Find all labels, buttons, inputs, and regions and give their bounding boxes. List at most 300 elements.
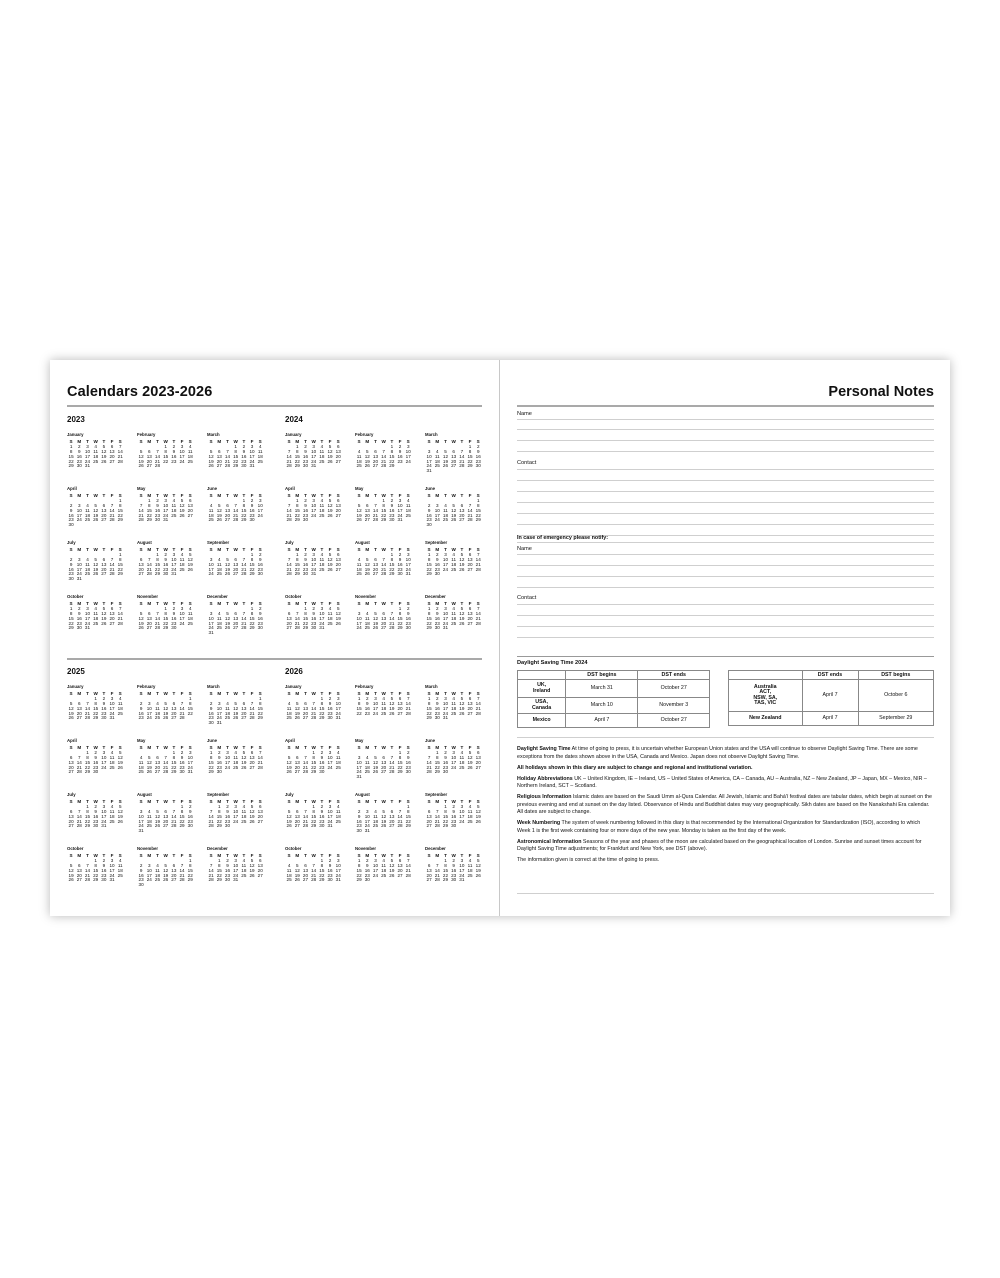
dst-date-cell: March 31 xyxy=(566,680,638,698)
day-cell: 6 xyxy=(172,700,176,706)
day-cell: 28 xyxy=(286,571,292,577)
day-cell: 29 xyxy=(319,877,325,883)
day-cell: 13 xyxy=(257,862,263,868)
day-cell: 18 xyxy=(286,710,292,716)
day-cell: 31 xyxy=(208,630,214,636)
day-cell: 20 xyxy=(381,764,387,770)
dst-row xyxy=(518,698,710,714)
day-cell: 30 xyxy=(434,625,440,631)
day-cell: 17 xyxy=(442,561,449,567)
day-cell: 21 xyxy=(405,867,411,873)
day-cell: 18 xyxy=(154,872,161,878)
day-cell: 6 xyxy=(374,448,377,454)
weekday-header: S xyxy=(357,853,361,858)
emergency-contact-line[interactable] xyxy=(517,615,934,616)
day-cell: 16 xyxy=(208,710,214,716)
day-cell: 1 xyxy=(357,857,361,863)
day-cell: 1 xyxy=(312,749,315,755)
month-name: March xyxy=(425,432,438,437)
month-name: December xyxy=(425,594,446,599)
day-cell: 3 xyxy=(148,700,151,706)
day-cell: 24 xyxy=(442,620,449,626)
day-cell: 4 xyxy=(110,803,114,809)
weekday-header: S xyxy=(427,853,431,858)
day-cell xyxy=(162,464,170,469)
day-cell: 30 xyxy=(475,463,481,469)
weekday-header: F xyxy=(468,853,472,858)
month-calendar xyxy=(425,684,483,721)
day-cell: 15 xyxy=(294,453,300,459)
day-cell: 6 xyxy=(427,808,431,814)
day-cell: 3 xyxy=(312,551,315,557)
day-cell: 29 xyxy=(442,823,449,829)
day-cell xyxy=(170,518,178,523)
weekday-header: T xyxy=(102,853,106,858)
weekday-header: T xyxy=(390,799,394,804)
month-grid xyxy=(67,746,125,775)
day-cell: 23 xyxy=(154,512,161,518)
weekday-header: T xyxy=(102,799,106,804)
month-grid xyxy=(137,548,195,577)
day-cell xyxy=(232,770,240,775)
day-cell: 6 xyxy=(258,803,262,809)
day-cell: 28 xyxy=(163,769,169,775)
day-cell: 6 xyxy=(172,862,176,868)
day-cell: 9 xyxy=(312,610,315,616)
day-cell: 26 xyxy=(335,620,341,626)
dst-row xyxy=(518,680,710,698)
day-cell: 4 xyxy=(86,556,89,562)
month-calendar xyxy=(425,540,483,577)
day-cell: 2 xyxy=(436,551,439,557)
day-cell: 22 xyxy=(302,620,309,626)
day-cell: 12 xyxy=(294,867,300,873)
day-cell: 7 xyxy=(390,610,394,616)
day-cell: 15 xyxy=(84,813,91,819)
month-calendar xyxy=(67,792,125,829)
day-cell: 11 xyxy=(187,610,193,616)
day-cell: 23 xyxy=(93,818,99,824)
day-cell: 11 xyxy=(319,448,325,454)
month-grid xyxy=(137,494,195,523)
weekday-header: M xyxy=(77,745,82,750)
day-cell: 20 xyxy=(138,566,144,572)
day-cell: 19 xyxy=(216,512,222,518)
month-calendar xyxy=(285,684,343,721)
weekday-header: S xyxy=(139,601,143,606)
day-cell: 5 xyxy=(452,502,455,508)
day-cell: 20 xyxy=(68,818,74,824)
day-cell: 28 xyxy=(434,877,440,883)
day-cell: 7 xyxy=(436,808,439,814)
day-cell: 28 xyxy=(154,463,161,469)
day-cell: 13 xyxy=(426,813,432,819)
day-cell xyxy=(466,878,474,883)
weekday-header: S xyxy=(336,691,340,696)
day-cell: 31 xyxy=(311,463,317,469)
day-cell: 17 xyxy=(163,507,169,513)
contact-line[interactable] xyxy=(517,513,934,514)
weekday-header: S xyxy=(69,691,73,696)
day-cell xyxy=(186,572,194,577)
day-cell: 24 xyxy=(327,764,333,770)
day-cell: 8 xyxy=(476,502,480,508)
weekday-header: S xyxy=(476,439,480,444)
day-cell: 8 xyxy=(69,610,73,616)
day-cell: 1 xyxy=(390,443,394,449)
day-cell: 14 xyxy=(405,862,411,868)
day-cell: 18 xyxy=(109,813,115,819)
day-cell: 19 xyxy=(286,818,292,824)
day-cell: 4 xyxy=(406,497,410,503)
day-cell: 1 xyxy=(427,605,431,611)
day-cell: 28 xyxy=(109,517,115,523)
day-cell: 20 xyxy=(397,705,403,711)
day-cell: 3 xyxy=(320,605,324,611)
contact-line[interactable] xyxy=(517,524,934,525)
day-cell: 25 xyxy=(187,620,193,626)
day-cell: 29 xyxy=(93,715,99,721)
day-cell: 15 xyxy=(84,759,91,765)
day-cell: 6 xyxy=(250,749,254,755)
weekday-header: S xyxy=(258,547,262,552)
day-cell: 18 xyxy=(356,566,362,572)
day-cell xyxy=(404,878,412,883)
day-cell: 16 xyxy=(257,615,263,621)
day-cell: 19 xyxy=(335,615,341,621)
day-cell: 7 xyxy=(86,700,89,706)
day-cell: 23 xyxy=(364,710,370,716)
weekday-header: T xyxy=(390,691,394,696)
day-cell: 1 xyxy=(296,497,299,503)
day-cell: 28 xyxy=(389,769,395,775)
year-label: 2024 xyxy=(285,415,303,424)
month-name: March xyxy=(207,684,220,689)
day-cell: 17 xyxy=(364,818,370,824)
weekday-header: M xyxy=(217,493,222,498)
emergency-name-line[interactable] xyxy=(517,576,934,577)
day-cell: 20 xyxy=(459,512,465,518)
day-cell: 1 xyxy=(234,443,237,449)
day-cell: 12 xyxy=(224,561,231,567)
month-name: January xyxy=(285,432,302,437)
weekday-header: T xyxy=(226,799,229,804)
day-cell: 10 xyxy=(163,502,169,508)
day-cell: 6 xyxy=(156,754,159,760)
month-name: February xyxy=(355,432,374,437)
day-cell: 11 xyxy=(451,610,457,616)
day-cell: 11 xyxy=(93,610,99,616)
day-cell: 4 xyxy=(156,862,159,868)
contact-line[interactable] xyxy=(517,502,934,503)
day-cell: 16 xyxy=(405,615,411,621)
day-cell: 13 xyxy=(76,705,82,711)
day-cell: 6 xyxy=(398,695,402,701)
month-calendar xyxy=(285,792,343,829)
weekday-header: M xyxy=(147,493,152,498)
day-cell: 25 xyxy=(216,571,222,577)
day-cell: 11 xyxy=(319,502,325,508)
month-grid xyxy=(285,602,343,631)
month-name: June xyxy=(425,486,436,491)
day-cell: 22 xyxy=(163,458,169,464)
day-cell: 22 xyxy=(475,512,481,518)
dst-table-north xyxy=(517,670,710,728)
day-cell: 11 xyxy=(257,448,263,454)
month-name: August xyxy=(355,540,370,545)
day-cell xyxy=(178,883,186,888)
emergency-line[interactable] xyxy=(517,542,934,543)
day-cell: 1 xyxy=(427,551,431,557)
day-cell xyxy=(178,572,186,577)
day-cell xyxy=(334,518,342,523)
contact-line[interactable] xyxy=(517,469,934,470)
day-cell xyxy=(466,572,474,577)
day-cell: 22 xyxy=(257,710,263,716)
day-cell xyxy=(371,878,379,883)
day-cell: 17 xyxy=(356,620,362,626)
contact-line[interactable] xyxy=(517,491,934,492)
day-cell: 23 xyxy=(302,512,309,518)
day-cell: 15 xyxy=(405,813,411,819)
day-cell: 16 xyxy=(93,759,99,765)
day-cell: 19 xyxy=(163,710,169,716)
name-line[interactable] xyxy=(517,429,934,430)
day-cell: 5 xyxy=(250,803,254,809)
weekday-header: S xyxy=(357,601,361,606)
weekday-header: S xyxy=(209,601,213,606)
weekday-header: T xyxy=(320,601,324,606)
day-cell: 26 xyxy=(163,715,169,721)
day-cell: 28 xyxy=(434,823,440,829)
day-cell xyxy=(433,469,441,474)
day-cell: 24 xyxy=(257,512,263,518)
weekday-header: S xyxy=(287,547,291,552)
day-cell xyxy=(83,523,91,528)
weekday-header: T xyxy=(304,745,307,750)
dst-rule xyxy=(517,656,934,657)
weekday-header: S xyxy=(209,799,213,804)
day-cell: 14 xyxy=(249,705,255,711)
day-cell: 28 xyxy=(302,769,309,775)
note-text: UK – United Kingdom, IE – Ireland, US – United States of America, CA – Canada, AU – Australia, NZ – New Zealand, JP – Japan, MX – Mexico, NIR – Northern Ireland, SCT – Scotland. xyxy=(517,775,927,790)
day-cell: 9 xyxy=(209,705,213,711)
day-cell: 15 xyxy=(68,615,74,621)
name-line[interactable] xyxy=(517,419,934,420)
day-cell xyxy=(380,829,388,834)
day-cell: 9 xyxy=(139,867,143,873)
day-cell: 19 xyxy=(451,512,457,518)
day-cell: 7 xyxy=(390,754,394,760)
day-cell xyxy=(116,626,124,631)
name-line[interactable] xyxy=(517,451,934,452)
day-cell: 3 xyxy=(444,551,447,557)
emergency-contact-line[interactable] xyxy=(517,626,934,627)
day-cell: 2 xyxy=(406,605,410,611)
emergency-name-line[interactable] xyxy=(517,565,934,566)
day-cell xyxy=(474,824,482,829)
day-cell: 21 xyxy=(146,566,152,572)
day-cell: 2 xyxy=(139,862,143,868)
dst-date-cell: April 7 xyxy=(566,714,638,728)
day-cell xyxy=(326,464,334,469)
day-cell: 28 xyxy=(372,517,379,523)
weekday-header: T xyxy=(390,439,394,444)
day-cell: 8 xyxy=(94,700,97,706)
day-cell: 21 xyxy=(426,764,432,770)
day-cell: 21 xyxy=(381,566,387,572)
personal-notes-page xyxy=(500,360,950,916)
day-cell: 14 xyxy=(294,615,300,621)
day-cell: 3 xyxy=(78,502,81,508)
day-cell: 14 xyxy=(426,759,432,765)
emergency-name-line[interactable] xyxy=(517,587,934,588)
weekday-header: S xyxy=(188,493,192,498)
day-cell: 21 xyxy=(117,615,123,621)
day-cell: 29 xyxy=(93,877,99,883)
day-cell: 1 xyxy=(398,749,402,755)
note-heading: Week Numbering xyxy=(517,820,561,827)
day-cell: 5 xyxy=(336,605,340,611)
day-cell xyxy=(466,626,474,631)
day-cell: 21 xyxy=(459,458,465,464)
day-cell: 17 xyxy=(76,512,82,518)
name-line[interactable] xyxy=(517,440,934,441)
day-cell: 28 xyxy=(179,877,185,883)
day-cell: 7 xyxy=(226,448,229,454)
weekday-header: W xyxy=(381,439,386,444)
day-cell: 7 xyxy=(304,808,307,814)
day-cell: 17 xyxy=(109,867,115,873)
emergency-name-line[interactable] xyxy=(517,554,934,555)
day-cell: 6 xyxy=(110,443,114,449)
day-cell: 17 xyxy=(311,453,317,459)
year-label: 2025 xyxy=(67,667,85,676)
day-cell: 19 xyxy=(356,512,362,518)
day-cell: 7 xyxy=(296,610,299,616)
day-cell: 24 xyxy=(224,764,231,770)
day-cell: 9 xyxy=(406,610,410,616)
emergency-contact-line[interactable] xyxy=(517,637,934,638)
day-cell: 18 xyxy=(241,867,247,873)
day-cell: 23 xyxy=(426,517,432,523)
weekday-header: S xyxy=(258,691,262,696)
note-paragraph xyxy=(517,765,934,773)
month-grid xyxy=(425,440,483,474)
weekday-header: S xyxy=(476,493,480,498)
day-cell: 26 xyxy=(356,517,362,523)
weekday-header: T xyxy=(444,439,447,444)
day-cell: 20 xyxy=(467,705,473,711)
month-calendar xyxy=(355,486,413,523)
day-cell xyxy=(162,883,170,888)
day-cell: 9 xyxy=(452,808,455,814)
notes-rule xyxy=(517,737,934,738)
day-cell: 10 xyxy=(216,705,222,711)
day-cell: 3 xyxy=(180,605,184,611)
weekday-header: W xyxy=(93,799,98,804)
month-calendar xyxy=(285,738,343,775)
contact-line[interactable] xyxy=(517,480,934,481)
day-cell: 4 xyxy=(452,605,455,611)
day-cell xyxy=(170,883,178,888)
day-cell: 1 xyxy=(172,749,176,755)
day-cell: 18 xyxy=(146,818,152,824)
weekday-header: W xyxy=(311,439,316,444)
day-cell: 10 xyxy=(179,610,185,616)
day-cell: 19 xyxy=(389,867,395,873)
day-cell: 28 xyxy=(381,463,387,469)
day-cell: 12 xyxy=(216,507,222,513)
weekday-header: M xyxy=(295,601,300,606)
day-cell xyxy=(100,464,108,469)
day-cell: 2 xyxy=(242,443,246,449)
day-cell: 15 xyxy=(93,867,99,873)
weekday-header: W xyxy=(93,547,98,552)
day-cell: 8 xyxy=(406,808,410,814)
day-cell: 10 xyxy=(442,700,449,706)
day-cell xyxy=(474,572,482,577)
day-cell: 11 xyxy=(179,556,185,562)
day-cell: 31 xyxy=(356,774,362,780)
day-cell: 29 xyxy=(426,625,432,631)
day-cell: 7 xyxy=(86,862,89,868)
day-cell: 7 xyxy=(312,700,315,706)
day-cell xyxy=(256,464,264,469)
weekday-header: T xyxy=(460,439,464,444)
day-cell: 18 xyxy=(405,507,411,513)
day-cell: 2 xyxy=(406,749,410,755)
day-cell: 2 xyxy=(250,497,254,503)
day-cell: 8 xyxy=(86,808,89,814)
day-cell: 27 xyxy=(286,625,292,631)
weekday-header: F xyxy=(328,439,332,444)
day-cell: 27 xyxy=(426,877,432,883)
month-calendar xyxy=(207,432,265,469)
weekday-header: T xyxy=(390,853,394,858)
weekday-header: S xyxy=(336,547,340,552)
day-cell: 14 xyxy=(389,759,395,765)
day-cell: 16 xyxy=(397,453,403,459)
day-cell: 13 xyxy=(389,813,395,819)
emergency-contact-line[interactable] xyxy=(517,604,934,605)
weekday-header: S xyxy=(258,601,262,606)
day-cell: 16 xyxy=(216,759,222,765)
day-cell: 11 xyxy=(335,754,341,760)
day-cell: 7 xyxy=(304,754,307,760)
weekday-header: M xyxy=(435,493,440,498)
day-cell: 15 xyxy=(434,759,440,765)
day-cell: 29 xyxy=(426,715,432,721)
day-cell: 9 xyxy=(250,502,254,508)
day-cell: 6 xyxy=(296,808,299,814)
day-cell xyxy=(153,883,161,888)
day-cell: 25 xyxy=(467,872,473,878)
info-notes xyxy=(517,746,934,868)
day-cell: 7 xyxy=(250,700,254,706)
day-cell: 11 xyxy=(356,453,362,459)
day-cell xyxy=(388,878,396,883)
day-cell: 3 xyxy=(250,443,254,449)
weekday-header: F xyxy=(250,853,254,858)
day-cell: 28 xyxy=(241,625,247,631)
month-grid xyxy=(425,854,483,883)
day-cell: 14 xyxy=(286,561,292,567)
day-cell: 24 xyxy=(459,818,465,824)
weekday-header: S xyxy=(258,853,262,858)
day-cell: 26 xyxy=(249,818,255,824)
day-cell: 13 xyxy=(372,561,379,567)
